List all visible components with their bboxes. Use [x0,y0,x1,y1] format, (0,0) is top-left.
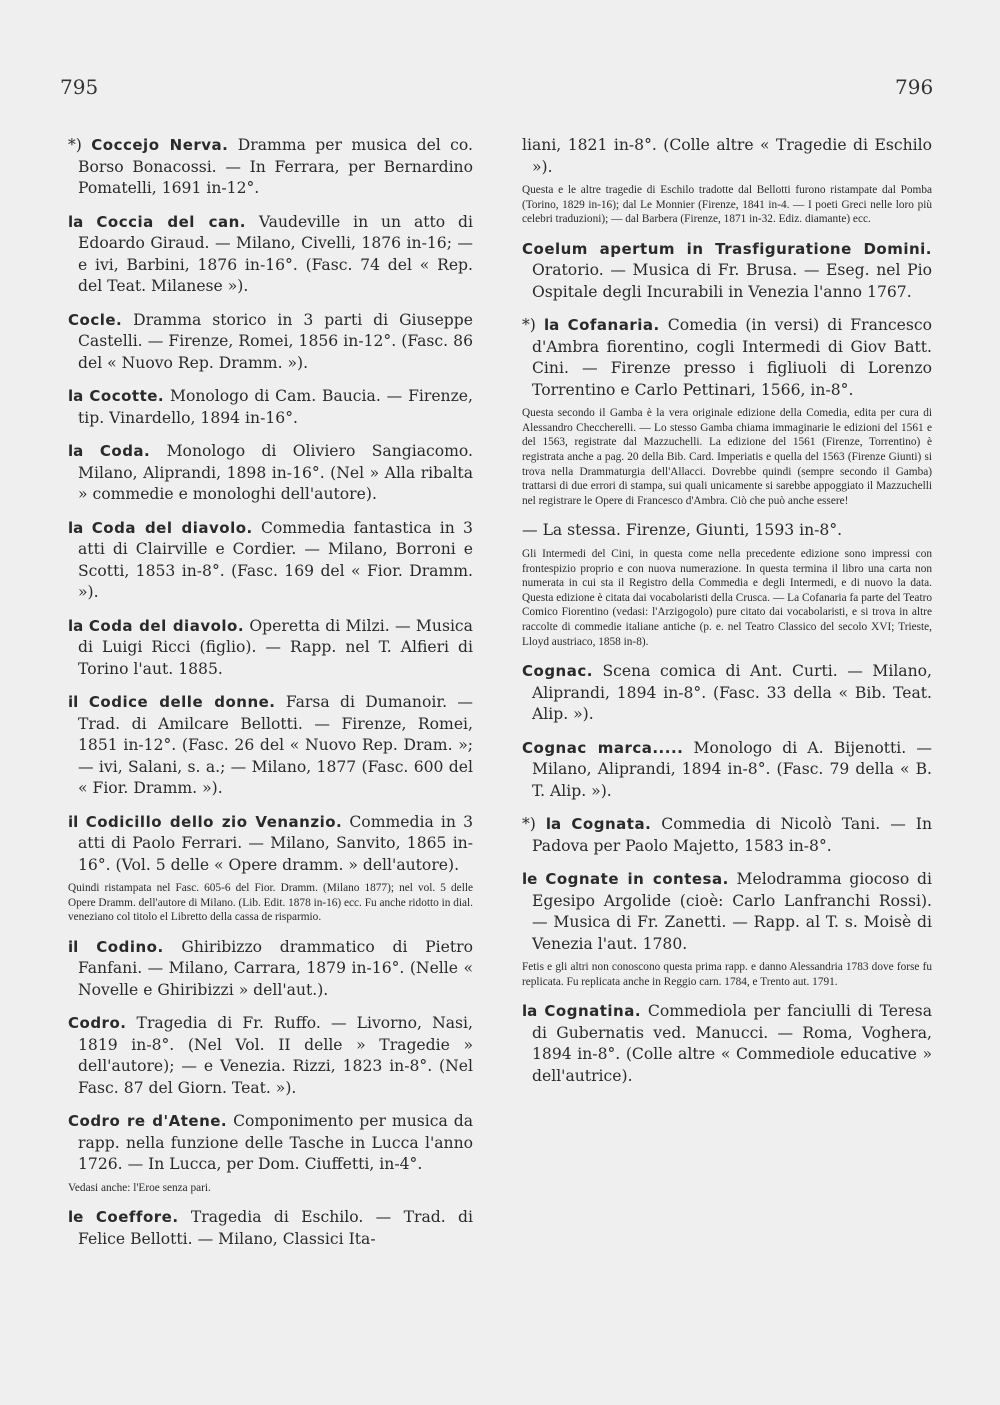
entry-article: la [68,212,97,231]
entry-text: Scena comica di Ant. Curti. — Milano, Aliprandi, 1894 in-8°. (Fasc. 33 della « Bib. Teat. Alip. »). [532,662,932,724]
entry-text: Commediola per fanciulli di Teresa di Gubernatis ved. Manucci. — Roma, Voghera, 1894 in-8°. (Colle altre « Commediole educative » dell'autrice). [532,1002,932,1085]
entry-headword: Cognac. [522,662,593,681]
dictionary-entry [522,315,932,401]
entry-headword: Cocle. [68,310,123,329]
entry-text: liani, 1821 in-8°. (Colle altre « Tragedie di Eschilo »). [522,136,932,176]
entry-headword: Coeffore. [95,1208,179,1227]
dictionary-entry [68,441,473,506]
left-column [68,135,473,1262]
right-column [522,135,932,1099]
entry-note: Fetis e gli altri non conoscono questa prima rapp. e danno Alessandria 1783 dove forse fu replicata. Fu replicata anche in Reggio carn. 1784, e Trento aut. 1791. [522,961,932,988]
entry-article: la [68,387,90,405]
entry-headword: Cognatina. [544,1002,642,1021]
dictionary-entry [522,738,932,803]
entry-headword: Coccia del can. [96,212,246,231]
entry-text: Monologo di Cam. Baucia. — Firenze, tip. Vinardello, 1894 in-16°. [78,387,473,427]
dictionary-entry [522,1001,932,1087]
entry-note: Gli Intermedi del Cini, in questa come nella precedente edizione sono impressi con frontespizio proprio e con nuova numerazione. In questa termina il libro una carta non numerata in cui sta il Registro della Commedia e degli Intermedi, e di nuovo la data. Questa edizione è citata dai vocabolaristi della Crusca. — La Cofanaria fa parte del Teatro Comico Fiorentino (vedasi: l'Arzigogolo) pure citato dai vocabolaristi, e si trova in altre raccolte di commedie italiane antiche (p. e. nel Teatro Classico del secolo XVI; Trieste, Lloyd austriaco, 1858 in-8). [522,547,932,648]
entry-mark: *) [522,316,544,335]
dictionary-entry [68,692,473,800]
entry-headword: Coda. [99,442,151,460]
entry-text: Commedia di Nicolò Tani. — In Padova per Paolo Majetto, 1583 in-8°. [532,815,932,855]
entry-article: la [545,815,572,834]
entry-article: il [68,693,89,711]
entry-text: Tragedia di Fr. Ruffo. — Livorno, Nasi, 1819 in-8°. (Nel Vol. II delle » Tragedie » dell'autore); — e Venezia. Rizzi, 1823 in-8°. (Nel Fasc. 87 del Giorn. Teat. »). [78,1014,473,1097]
entry-headword: Cognate in contesa. [545,870,729,889]
entry-headword: Cofanaria. [567,316,660,335]
entry-headword: Coccejo Nerva. [91,136,229,154]
entry-article: la [68,616,89,635]
entry-text: Comedia (in versi) di Francesco d'Ambra fiorentino, cogli Intermedi di Giov Batt. Cini. — Firenze presso i figliuoli di Lorenzo Torrentino e Carlo Pettinari, 1566, in-8°. [532,316,932,399]
entry-headword: Codino. [96,937,164,956]
entry-mark: *) [522,815,546,834]
entry-headword: Cognata. [571,815,652,834]
dictionary-entry [68,616,473,681]
entry-text: Componimento per musica da rapp. nella funzione delle Tasche in Lucca l'anno 1726. — In Lucca, per Dom. Ciuffetti, in-4°. [78,1112,473,1174]
entry-article: le [522,870,546,889]
dictionary-entry [68,1013,473,1099]
dictionary-entry [522,520,932,542]
dictionary-entry [68,937,473,1002]
entry-text: Ghiribizzo drammatico di Pietro Fanfani. — Milano, Carrara, 1879 in-16°. (Nelle « Novelle e Ghiribizzi » dell'aut.). [78,937,473,999]
entry-headword: Codro re d'Atene. [68,1112,228,1131]
entry-text: Commedia in 3 atti di Paolo Ferrari. — Milano, Sanvito, 1865 in-16°. (Vol. 5 delle « Opere dramm. » dell'autore). [78,812,473,874]
entry-headword: Coda del diavolo. [88,616,245,635]
dictionary-entry [68,518,473,604]
entry-note: Questa e le altre tragedie di Eschilo tradotte dal Bellotti furono ristampate dal Pomba (Torino, 1829 in-16); dal Le Monnier (Firenze, 1841 in-4. — I poeti Greci nelle loro più celebri traduzioni); — dal Barbera (Firenze, 1871 in-32. Ediz. diamante) ecc. [522,184,932,226]
entry-text: Dramma per musica del co. Borso Bonacossi. — In Ferrara, per Bernardino Pomatelli, 1691 in-12°. [78,136,473,197]
entry-headword: Coelum apertum in Trasfiguratione Domini. [522,239,932,258]
entry-headword: Codicillo dello zio Venanzio. [85,812,343,831]
entry-text: Operetta di Milzi. — Musica di Luigi Ricci (figlio). — Rapp. nel T. Alfieri di Torino l'aut. 1885. [78,616,473,678]
dictionary-entry [522,239,932,304]
entry-article: la [543,316,568,335]
dictionary-entry [522,661,932,726]
dictionary-entry [68,386,473,429]
entry-article: il [68,812,86,831]
entry-text: Dramma storico in 3 parti di Giuseppe Castelli. — Firenze, Romei, 1856 in-12°. (Fasc. 86 del « Nuovo Rep. Dramm. »). [78,310,473,372]
dictionary-entry [68,1207,473,1250]
entry-mark: — [522,521,543,540]
entry-headword: Coda del diavolo. [91,518,253,537]
entry-note: Questa secondo il Gamba è la vera originale edizione della Comedia, edita per cura di Alessandro Checcherelli. — Lo stesso Gamba chiama immaginarie le edizioni del 1561 e del 1563, registrate dal Mazzuchelli. La edizione del 1561 (Firenze, Torrentino) è registrata anche a pag. 20 della Bib. Card. Imperiatis e quella del 1563 (Firenze Giunti) si trova nella Drammaturgia dell'Allacci. Dovrebbe quindi (sempre secondo il Gamba) trattarsi di due errori di stampa, sui quali unicamente si sarebbe appoggiato il Mazzuchelli nel registrare le Opere di Francesco d'Ambra. Ciò che può anche essere! [522,407,932,507]
dictionary-entry [68,135,473,200]
entry-note: Vedasi anche: l'Eroe senza pari. [68,1181,211,1194]
entry-text: Monologo di Oliviero Sangiacomo. Milano, Aliprandi, 1898 in-16°. (Nel » Alla ribalta » commedie e monologhi dell'autore). [78,442,473,503]
entry-text: Oratorio. — Musica di Fr. Brusa. — Eseg. nel Pio Ospitale degli Incurabili in Venezia l'anno 1767. [532,261,932,301]
entry-mark: *) [68,136,92,154]
dictionary-entry [522,135,932,178]
entry-note: Quindi ristampata nel Fasc. 605-6 del Fior. Dramm. (Milano 1877); nel vol. 5 delle Opere Dramm. dell'autore di Milano. (Lib. Edit. 1878 in-16) ecc. Fu anche ridotto in dial. veneziano col titolo el Libretto della cassa de risparmio. [68,882,473,924]
entry-text: Monologo di A. Bijenotti. — Milano, Aliprandi, 1894 in-8°. (Fasc. 79 della « B. T. Alip. »). [532,738,933,800]
dictionary-entry [68,212,473,298]
entry-article: il [68,937,97,956]
entry-text: Farsa di Dumanoir. — Trad. di Amilcare Bellotti. — Firenze, Romei, 1851 in-12°. (Fasc. 26 del « Nuovo Rep. Dram. »; — ivi, Salani, s. a.; — Milano, 1877 (Fasc. 600 del « Fior. Dramm. »). [78,693,473,797]
entry-article: la [68,518,92,537]
entry-article: la [68,442,100,460]
page-number-right: 796 [895,75,934,99]
entry-headword: Cocotte. [89,387,165,405]
entry-text: Commedia fantastica in 3 atti di Clairville e Cordier. — Milano, Borroni e Scotti, 1853 in-8°. (Fasc. 169 del « Fior. Dramm. »). [78,518,473,601]
entry-headword: Cognac marca..... [522,738,684,757]
entry-text: Melodramma giocoso di Egesipo Argolide (cioè: Carlo Lanfranchi Rossi). — Musica di Fr. Zanetti. — Rapp. al T. s. Moisè di Venezia l'aut. 1780. [532,870,932,953]
entry-text: La stessa. Firenze, Giunti, 1593 in-8°. [542,521,843,540]
dictionary-entry [522,869,932,955]
dictionary-entry [68,310,473,375]
entry-article: la [522,1002,545,1021]
dictionary-entry [522,814,932,857]
dictionary-entry [68,1111,473,1176]
entry-text: Vaudeville in un atto di Edoardo Giraud. — Milano, Civelli, 1876 in-16; — e ivi, Barbini, 1876 in-16°. (Fasc. 74 del « Rep. del Teat. Milanese »). [78,212,474,295]
dictionary-entry [68,812,473,877]
page-number-left: 795 [60,75,99,99]
entry-headword: Codro. [68,1014,127,1033]
entry-article: le [68,1208,96,1227]
entry-text: Tragedia di Eschilo. — Trad. di Felice Bellotti. — Milano, Classici Ita- [78,1208,473,1248]
entry-headword: Codice delle donne. [88,693,276,711]
